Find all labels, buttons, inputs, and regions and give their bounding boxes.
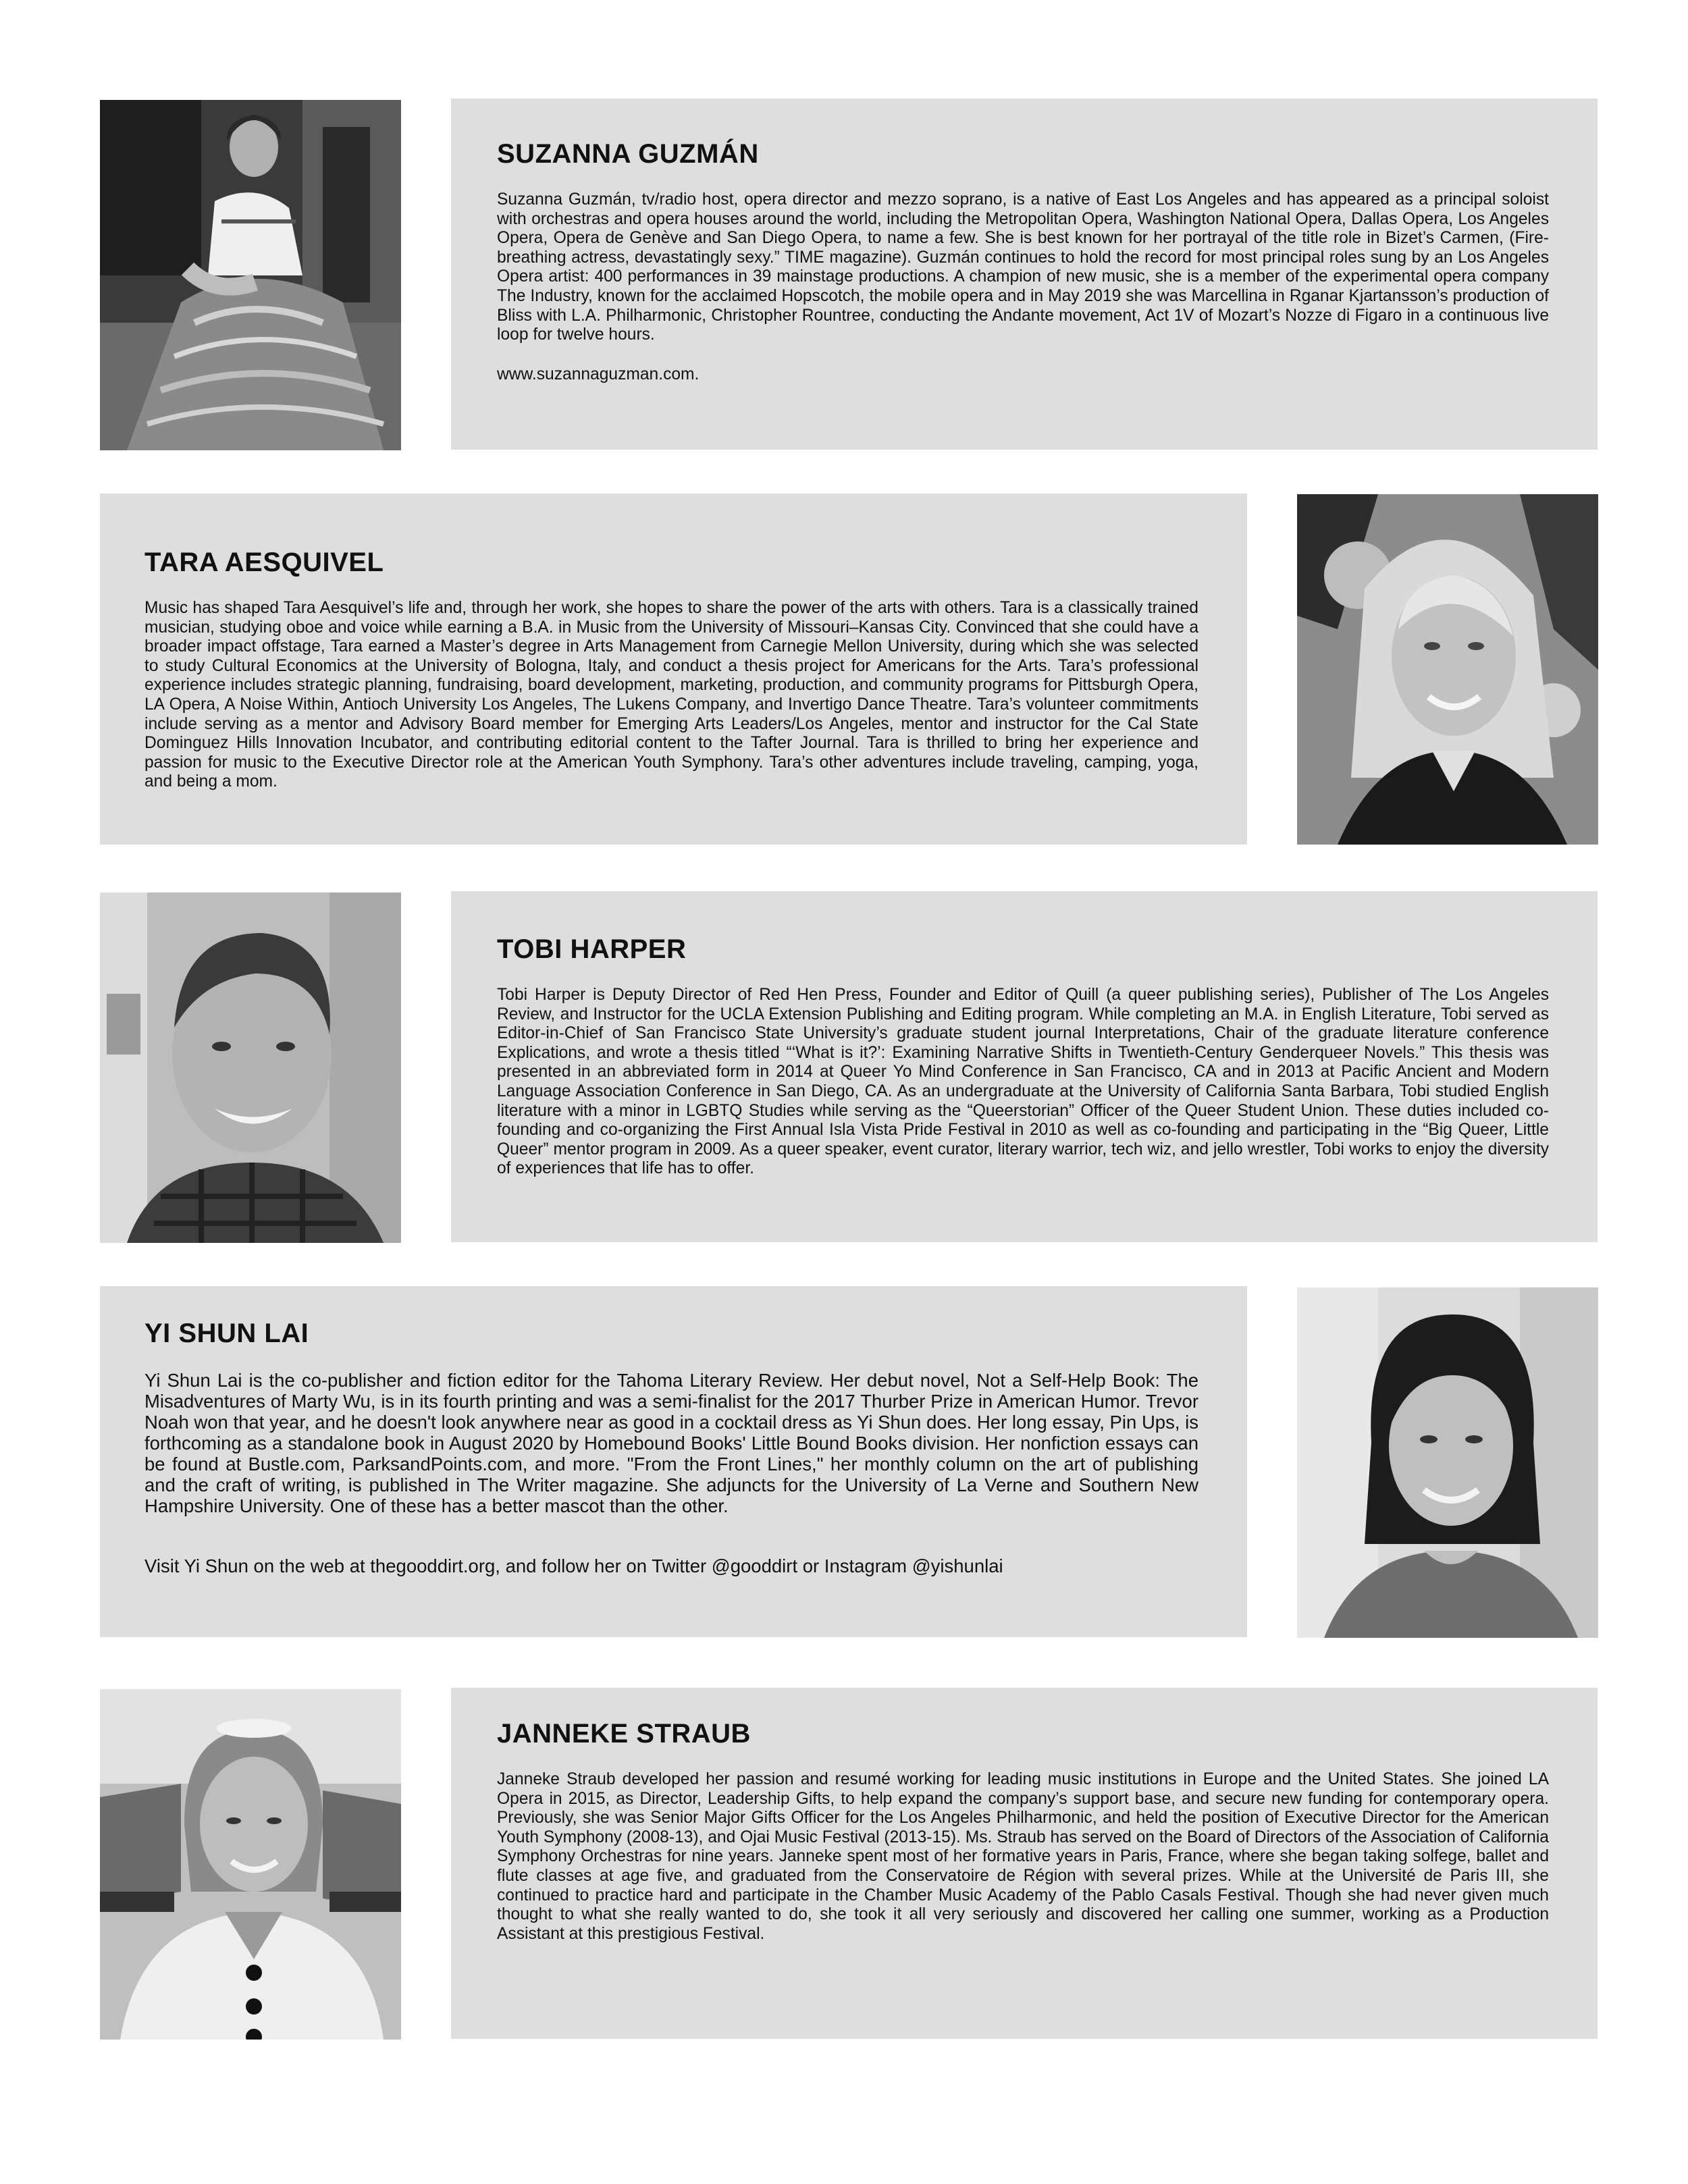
portrait-tara-aesquivel <box>1297 494 1598 845</box>
profile-card-janneke-straub <box>451 1688 1598 2039</box>
profile-name: JANNEKE STRAUB <box>497 1719 751 1749</box>
portrait-yi-shun-lai <box>1297 1287 1598 1638</box>
portrait-tobi-harper <box>100 893 401 1243</box>
profile-bio: Janneke Straub developed her passion and resumé working for leading music institutions in Europe and the United States. She joined LA Opera in 2015, as Director, Leadership Gifts, to help expand the company’s support base, and secure new funding for contemporary opera. Previously, she was Senior Major Gifts Officer for the Los Angeles Philharmonic, and held the position of Executive Director for the American Youth Symphony (2008-13), and Ojai Music Festival (2013-15). Ms. Straub has served on the Board of Directors of the Association of California Symphony Orchestras for nine years. Janneke spent most of her formative years in Paris, France, where she began taking solfege, ballet and flute classes at age five, and graduated from the Conservatoire de Région with several prizes. While at the Université de Paris III, she continued to practice hard and participate in the Chamber Music Academy of the Pablo Casals Festival. Though she had never given much thought to what she really wanted to do, she took it all very seriously and discovered her calling one summer, working as a Production Assistant at this prestigious Festival. <box>497 1770 1549 1943</box>
profile-visit-line: Visit Yi Shun on the web at thegooddirt.org, and follow her on Twitter @gooddirt or Instagram @yishunlai <box>144 1555 1003 1576</box>
profile-bio: Suzanna Guzmán, tv/radio host, opera director and mezzo soprano, is a native of East Los Angeles and has appeared as a principal soloist with orchestras and opera houses around the world, including the Metropolitan Opera, Washington National Opera, Dallas Opera, Los Angeles Opera, Opera de Genève and San Diego Opera, to name a few. She is best known for her portrayal of the title role in Bizet’s Carmen, (Fire-breathing actress, devastatingly sexy.” TIME magazine). Guzmán continues to hold the record for most principal roles sung by an Los Angeles Opera artist: 400 performances in 39 mainstage productions. A champion of new music, she is a member of the experimental opera company The Industry, known for the acclaimed Hopscotch, the mobile opera and in May 2019 she was Marcellina in Rganar Kjartansson’s production of Bliss with L.A. Philharmonic, Christopher Rountree, conducting the Andante movement, Act 1V of Mozart’s Nozze di Figaro in a continuous live loop for twelve hours. <box>497 190 1549 344</box>
profile-name: TOBI HARPER <box>497 934 687 964</box>
portrait-suzanna-guzman <box>100 100 401 450</box>
profile-bio: Tobi Harper is Deputy Director of Red Hen Press, Founder and Editor of Quill (a queer publishing series), Publisher of The Los Angeles Review, and Instructor for the UCLA Extension Publishing and Editing program. While completing an M.A. in English Literature, Tobi served as Editor-in-Chief of San Francisco State University’s graduate student journal Interpretations, Chair of the graduate literature conference Explications, and wrote a thesis titled “‘What is it?’: Examining Narrative Shifts in Twentieth-Century Genderqueer Novels.” This thesis was presented in an abbreviated form in 2014 at Queer Yo Mind Conference in San Francisco, CA and in 2013 at Pacific Ancient and Modern Language Association Conference in San Diego, CA. As an undergraduate at the University of California Santa Barbara, Tobi studied English literature with a minor in LGBTQ Studies while serving as the “Queerstorian” Officer of the Queer Student Union. These duties included co-founding and co-organizing the First Annual Isla Vista Pride Festival in 2010 as well as co-founding and participating in the “Big Queer, Little Queer” mentor program in 2009. As a queer speaker, event curator, literary warrior, tech wiz, and jello wrestler, Tobi works to enjoy the diversity of experiences that life has to offer. <box>497 986 1549 1178</box>
profile-name: TARA AESQUIVEL <box>144 548 384 577</box>
profile-card-tara-aesquivel <box>100 494 1247 845</box>
profile-website: www.suzannaguzman.com. <box>497 365 700 383</box>
profile-name: YI SHUN LAI <box>144 1319 309 1348</box>
profile-card-yi-shun-lai <box>100 1286 1247 1637</box>
profile-card-tobi-harper <box>451 891 1598 1242</box>
profile-name: SUZANNA GUZMÁN <box>497 139 759 169</box>
profile-card-suzanna-guzman <box>451 99 1598 450</box>
profile-bio: Music has shaped Tara Aesquivel’s life and, through her work, she hopes to share the power of the arts with others. Tara is a classically trained musician, studying oboe and voice while earning a B.A. in Music from the University of Missouri–Kansas City. Convinced that she could have a broader impact offstage, Tara earned a Master’s degree in Arts Management from Carnegie Mellon University, during which she was selected to study Cultural Economics at the University of Bologna, Italy, and conduct a thesis project for Americans for the Arts. Tara’s professional experience includes strategic planning, fundraising, board development, marketing, production, and community programs for Pittsburgh Opera, LA Opera, A Noise Within, Antioch University Los Angeles, The Lukens Company, and Invertigo Dance Theatre. Tara’s volunteer commitments include serving as a mentor and Advisory Board member for Emerging Arts Leaders/Los Angeles, mentor and instructor for the Cal State Dominguez Hills Innovation Incubator, and contributing editorial content to the Tafter Journal. Tara is thrilled to bring her experience and passion for music to the Executive Director role at the American Youth Symphony. Tara’s other adventures include traveling, camping, yoga, and being a mom. <box>144 599 1198 791</box>
portrait-janneke-straub <box>100 1689 401 2040</box>
profile-bio: Yi Shun Lai is the co-publisher and fiction editor for the Tahoma Literary Review. Her debut novel, Not a Self-Help Book: The Misadventures of Marty Wu, is in its fourth printing and was a semi-finalist for the 2017 Thurber Prize in American Humor. Trevor Noah won that year, and he doesn't look anywhere near as good in a cocktail dress as Yi Shun does. Her long essay, Pin Ups, is forthcoming as a standalone book in August 2020 by Homebound Books' Little Bound Books division. Her nonfiction essays can be found at Bustle.com, ParksandPoints.com, and more. "From the Front Lines," her monthly column on the art of publishing and the craft of writing, is published in The Writer magazine. She adjuncts for the University of La Verne and Southern New Hampshire University. One of these has a better mascot than the other. <box>144 1370 1198 1516</box>
